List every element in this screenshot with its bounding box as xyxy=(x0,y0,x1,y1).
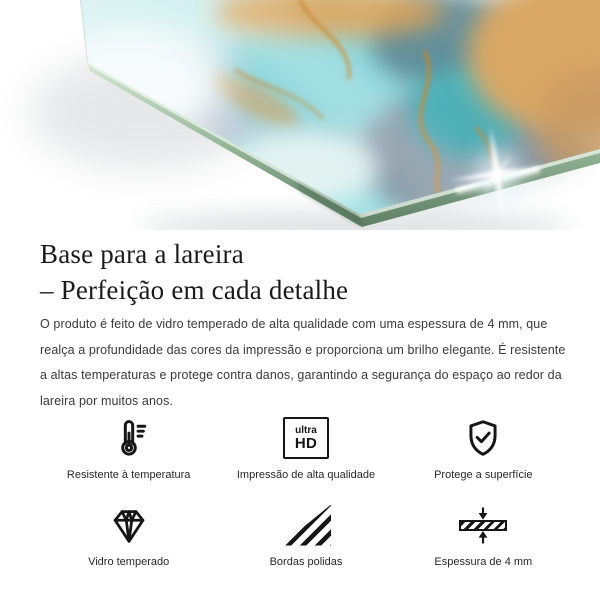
feature-label: Impressão de alta qualidade xyxy=(236,469,376,481)
feature-temperature xyxy=(40,416,217,483)
feature-label: Protege a superfície xyxy=(434,469,533,481)
feature-grid xyxy=(40,416,572,570)
feature-label: Espessura de 4 mm xyxy=(434,556,533,568)
ultra-hd-icon xyxy=(283,417,329,459)
feature-print-quality xyxy=(217,416,394,483)
arrow-up-icon xyxy=(474,531,492,544)
feature-label: Resistente à temperatura xyxy=(66,469,191,481)
feature-label: Vidro temperado xyxy=(88,556,170,568)
shield-check-icon xyxy=(462,416,504,460)
page-title-line1: Base para a lareira xyxy=(40,239,244,269)
product-description: O produto é feito de vidro temperado de alta qualidade com uma espessura de 4 mm, que realça a profundidade das cores da impressão e proporciona um brilho elegante. É resistente a altas temperaturas e protege contra danos, garantindo a segurança do espaço ao redor da lareira por muitos anos. xyxy=(40,317,566,408)
feature-surface-protection xyxy=(395,416,572,483)
feature-thickness xyxy=(395,503,572,570)
product-image xyxy=(0,0,600,230)
thickness-bar xyxy=(459,520,507,531)
hero-section xyxy=(0,0,600,230)
feature-tempered-glass xyxy=(40,503,217,570)
feature-polished-edges xyxy=(217,503,394,570)
feature-label: Bordas polidas xyxy=(269,556,343,568)
page-title-line2: – Perfeição em cada detalhe xyxy=(40,275,349,305)
polished-edges-icon xyxy=(281,505,331,546)
thickness-icon xyxy=(459,507,507,544)
page-title xyxy=(40,236,572,308)
product-description-section xyxy=(0,236,600,570)
ultra-hd-icon-text-top: ultra xyxy=(295,424,317,436)
ultra-hd-icon-text-bottom: HD xyxy=(294,434,318,452)
thermometer-icon xyxy=(108,416,150,460)
arrow-down-icon xyxy=(474,507,492,520)
diamond-icon xyxy=(106,503,152,547)
